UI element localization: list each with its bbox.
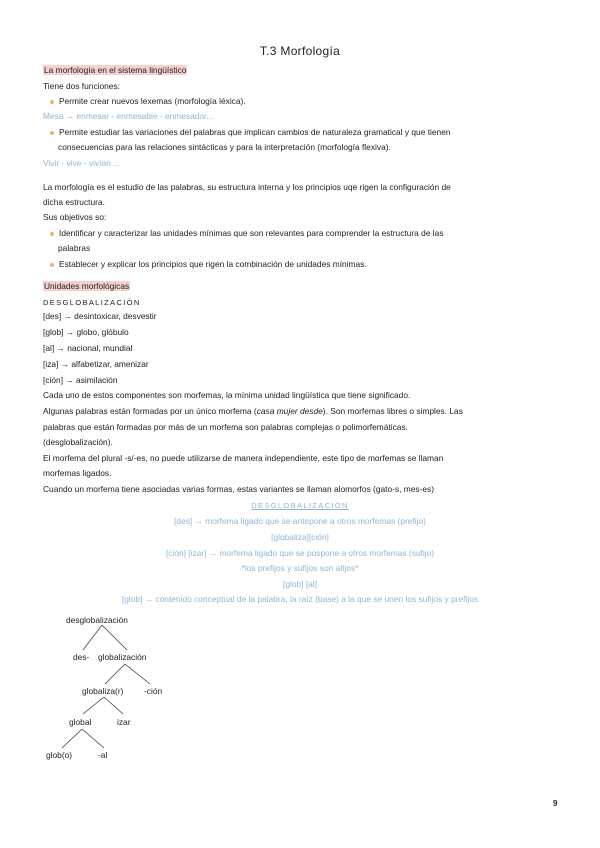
bullet-continuation: consecuencias para las relaciones sintácticas y para la interpretación (morfología flexiva).: [58, 142, 391, 152]
paragraph-text: Algunas palabras están formadas por un único morfema (casa mujer desde). Son morfemas libres o simples. Las: [43, 406, 463, 416]
bullet-item: Permite estudiar las variaciones del palabras que implican cambios de naturaleza gramatical y que tienen: [50, 127, 451, 138]
example-text: Vivir - vive - vivían ...: [43, 158, 121, 168]
tree-node: globaliza(r): [82, 686, 124, 696]
definition-text: La morfología es el estudio de las palabras, su estructura interna y los principios uqe rigen la configuración de: [43, 182, 451, 192]
blue-note: [globaliza][ción]: [271, 532, 329, 542]
tree-branch: [62, 729, 82, 748]
bullet-item: Identificar y caracterizar las unidades mínimas que son relevantes para comprender la estructura de las: [50, 228, 444, 239]
paragraph-text: palabras que están formadas por más de un morfema son palabras complejas o polimorfemáticas.: [43, 422, 408, 432]
tree-branch: [105, 664, 125, 684]
paragraph-text: Cuando un morfema tiene asociadas varias formas, estas variantes se llaman alomorfos (gato-s, mes-es): [43, 484, 435, 494]
tree-node: des-: [73, 652, 90, 662]
blue-note: [ción] [izar] → morfema ligado que se pospone a otros morfemas (sufijo): [165, 548, 435, 558]
paragraph-text: morfemas ligados.: [43, 468, 112, 478]
blue-note: *los prefijos y sufijos son afijos*: [241, 563, 359, 573]
paragraph-text: El morfema del plural -s/-es, no puede utilizarse de manera independiente, este tipo de morfemas se llaman: [43, 453, 444, 463]
blue-note: [des] → morfema ligado que se antepone a otros morfemas (prefijo): [174, 516, 426, 526]
morpheme-line: [al] → nacional, mundial: [43, 343, 133, 353]
blue-note: [glob] [al]: [283, 579, 317, 589]
tree-node: izar: [117, 717, 131, 727]
bullet-continuation: palabras: [58, 243, 91, 253]
morpheme-line: [ción] → asimilación: [43, 375, 118, 385]
tree-branch: [125, 664, 150, 684]
section-heading-morfologia: La morfología en el sistema lingüístico: [44, 65, 187, 75]
tree-node: -ción: [144, 686, 163, 696]
blue-word-heading: DESGLOBALIZACIÓN: [251, 501, 349, 510]
tree-branch: [83, 625, 102, 650]
blue-note: [glob] → contenido conceptual de la palabra, la raíz (base) a la que se unen los sufijos y prefijos: [121, 594, 479, 604]
section-heading-unidades: Unidades morfológicas: [44, 281, 130, 291]
morpheme-line: [des] → desintoxicar, desvestir: [43, 311, 157, 321]
tree-node: global: [69, 717, 92, 727]
tree-branch: [104, 697, 123, 714]
intro-text: Tiene dos funciones:: [43, 81, 120, 91]
tree-branch: [83, 697, 104, 714]
paragraph-text: Cada uno de estos componentes son morfemas, la mínima unidad lingüística que tiene significado.: [43, 390, 411, 400]
morpheme-line: [glob] → globo, glóbulo: [43, 327, 129, 337]
definition-text: dicha estructura.: [43, 197, 105, 207]
bullet-item: Establecer y explicar los principios que rigen la combinación de unidades mínimas.: [50, 259, 367, 270]
page-number: 9: [553, 799, 558, 808]
page-title: T.3 Morfología: [259, 44, 341, 58]
tree-node: desglobalización: [66, 615, 128, 625]
tree-node: globalización: [98, 652, 147, 662]
tree-branch: [82, 729, 104, 748]
tree-node: -al: [98, 750, 108, 760]
bullet-item: Permite crear nuevos lexemas (morfología léxica).: [50, 96, 246, 107]
tree-branch: [102, 625, 127, 650]
word-example: DESGLOBALIZACIÓN: [43, 298, 141, 307]
morpheme-line: [iza] → alfabetizar, amenizar: [43, 359, 149, 369]
paragraph-text: (desglobalización).: [43, 437, 113, 447]
example-text: Mesa → enmesar - enmesable - enmesador...: [43, 111, 214, 121]
tree-node: glob(o): [46, 750, 73, 760]
objectives-intro: Sus objetivos so:: [43, 212, 107, 222]
